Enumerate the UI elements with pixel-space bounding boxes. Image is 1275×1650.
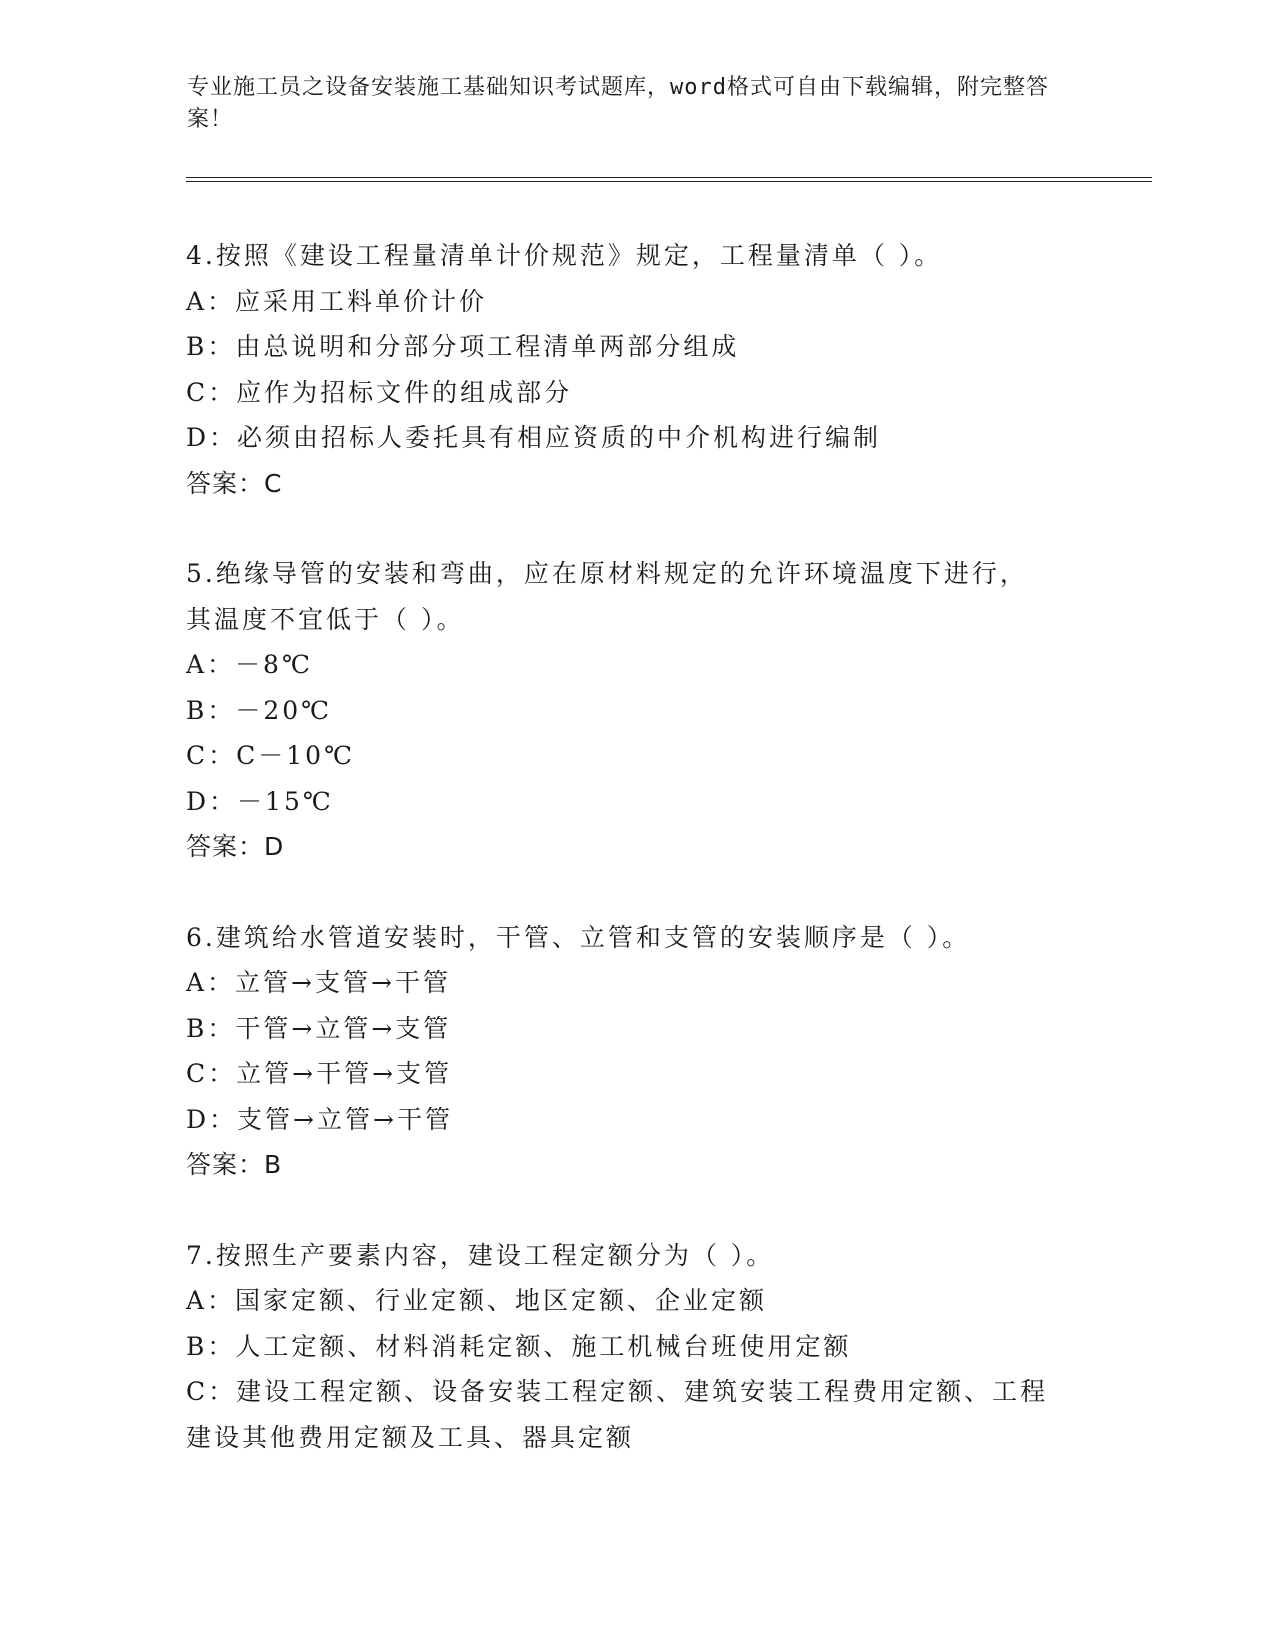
- option-b: B：－20℃: [186, 695, 333, 725]
- question-stem: 5.绝缘导管的安装和弯曲，应在原材料规定的允许环境温度下进行，其温度不宜低于（ ）。: [186, 559, 1028, 634]
- answer-label: 答案：C: [186, 468, 283, 498]
- option-a: A：立管→支管→干管: [186, 968, 451, 997]
- option-c: C：建设工程定额、设备安装工程定额、建筑安装工程费用定额、工程建设其他费用定额及工具、器具定额: [186, 1377, 1049, 1452]
- document-header: 专业施工员之设备安装施工基础知识考试题库，word格式可自由下载编辑，附完整答案！: [187, 75, 1049, 132]
- question-4: [186, 233, 1086, 506]
- answer-label: 答案：D: [186, 832, 285, 861]
- question-list: [186, 233, 1086, 1505]
- question-stem: 7.按照生产要素内容，建设工程定额分为（ ）。: [186, 1240, 775, 1270]
- option-a: A：应采用工料单价计价: [186, 286, 488, 316]
- option-c: C：C－10℃: [186, 741, 356, 770]
- option-a: A：－8℃: [186, 650, 313, 679]
- option-d: D：－15℃: [186, 786, 334, 816]
- option-a: A：国家定额、行业定额、地区定额、企业定额: [186, 1286, 768, 1315]
- option-d: D：支管→立管→干管: [186, 1104, 453, 1134]
- option-b: B：人工定额、材料消耗定额、施工机械台班使用定额: [186, 1331, 852, 1361]
- header-divider: [186, 177, 1152, 182]
- question-5: [186, 551, 1086, 870]
- answer-label: 答案：B: [186, 1150, 283, 1179]
- question-stem: 4.按照《建设工程量清单计价规范》规定，工程量清单（ ）。: [186, 241, 943, 270]
- question-6: [186, 915, 1086, 1188]
- option-d: D：必须由招标人委托具有相应资质的中介机构进行编制: [186, 423, 882, 452]
- option-c: C：应作为招标文件的组成部分: [186, 377, 573, 407]
- option-b: B：由总说明和分部分项工程清单两部分组成: [186, 332, 740, 361]
- option-b: B：干管→立管→支管: [186, 1013, 452, 1043]
- question-stem: 6.建筑给水管道安装时，干管、立管和支管的安装顺序是（ ）。: [186, 922, 971, 952]
- option-c: C：立管→干管→支管: [186, 1059, 453, 1088]
- question-7: [186, 1233, 1086, 1461]
